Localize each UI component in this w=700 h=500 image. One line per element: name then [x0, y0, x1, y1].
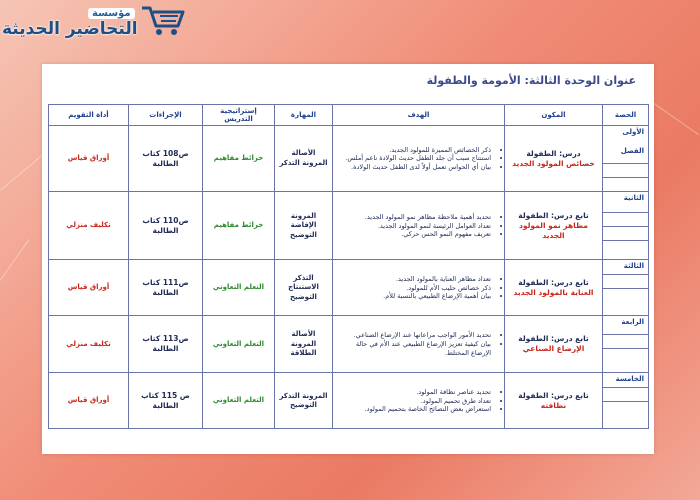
assessment-cell: تكليف منزلي [49, 316, 129, 373]
session-empty-cell [603, 288, 648, 302]
session-cell [603, 260, 649, 316]
header-assessment: أداة التقويم [49, 105, 129, 126]
header-skill: المهارة [275, 105, 333, 126]
brand-logo [0, 0, 190, 46]
skill-cell: الأصالة المرونة التذكر [275, 126, 333, 192]
component-main: درس: الطفولة [526, 148, 581, 158]
goal-item: • تحديد عناصر نظافة المولود. [336, 388, 491, 397]
session-label: الثالثة [623, 262, 644, 271]
assessment-cell: أوراق قياس [49, 260, 129, 316]
background-decor-line [0, 151, 47, 190]
logo-main-text: التحاضير الحديثة [2, 19, 138, 39]
component-cell [505, 316, 603, 373]
component-cell [505, 126, 603, 192]
table-row [49, 316, 649, 373]
goal-item: • استنتاج سبب أن جلد الطفل حديث الولادة ناعم أملس. [336, 154, 491, 163]
session-empty-cell [603, 226, 648, 240]
lesson-plan-table [48, 104, 649, 429]
component-main: تابع درس: الطفولة [518, 390, 589, 400]
session-empty-cell [603, 240, 648, 254]
goals-cell [333, 260, 505, 316]
table-row [49, 126, 649, 192]
logo-small-text: مؤسسة [88, 8, 135, 19]
procedure-cell: ص113 كتاب الطالبة [129, 316, 203, 373]
goal-item: • تعداد العوامل الرئيسة لنمو المولود الجديد. [336, 222, 491, 231]
session-label: الثانية [623, 194, 644, 203]
goal-item: • تعريف مفهوم النمو الحس حركي. [336, 230, 491, 239]
session-sub-label: الفصل [620, 147, 644, 156]
goal-item: • بيان أي الحواس تعمل أولاً لدى الطفل حديث الولادة. [336, 163, 491, 172]
session-empty-cell [603, 387, 648, 401]
session-label: الخامسة [615, 375, 644, 384]
component-cell [505, 192, 603, 260]
session-empty-cell [603, 334, 648, 348]
unit-title: عنوان الوحدة الثالثة: الأمومة والطفولة [426, 74, 636, 87]
goal-item: • ذكر خصائص حليب الأم للمولود. [336, 284, 491, 293]
strategy-cell: خرائط مفاهيم [203, 192, 275, 260]
table-row [49, 192, 649, 260]
skill-cell: المرونة الإفاضة التوضيح [275, 192, 333, 260]
skill-cell: التذكر الاستنتاج التوضيح [275, 260, 333, 316]
table-row [49, 373, 649, 429]
session-empty-cell [603, 177, 648, 191]
goals-cell [333, 373, 505, 429]
session-empty-cell [603, 212, 648, 226]
component-sub: العناية بالمولود الجديد [513, 287, 594, 297]
strategy-cell: التعلم التعاوني [203, 260, 275, 316]
goal-item: • تعداد طرق تحميم المولود. [336, 397, 491, 406]
component-main: تابع درس: الطفولة [518, 334, 589, 344]
goal-item: • استعراض بعض النصائح الخاصة بتحميم المولود. [336, 405, 491, 414]
session-cell [603, 373, 649, 429]
session-cell [603, 126, 649, 192]
component-sub: نظافته [540, 400, 567, 410]
strategy-cell: التعلم التعاوني [203, 373, 275, 429]
component-cell [505, 373, 603, 429]
skill-cell: المرونة التذكر التوضيح [275, 373, 333, 429]
procedure-cell: ص110 كتاب الطالبة [129, 192, 203, 260]
procedure-cell: ص108 كتاب الطالبة [129, 126, 203, 192]
component-sub: خصائص المولود الجديد [512, 158, 595, 168]
table-row [49, 260, 649, 316]
background-decor-line [649, 100, 699, 135]
goal-item: • بيان أهمية الإرضاع الطبيعي بالنسبة للأم. [336, 292, 491, 301]
goals-cell [333, 126, 505, 192]
session-empty-cell [603, 348, 648, 362]
goal-item: • ذكر الخصائص المميزة للمولود الجديد. [336, 146, 491, 155]
lesson-plan-sheet [42, 64, 654, 454]
component-main: تابع درس: الطفولة [518, 277, 589, 287]
component-sub: الإرضاع الصناعي [522, 344, 585, 354]
session-empty-cell [603, 401, 648, 415]
table-header-row [49, 105, 649, 126]
background-decor-line [0, 239, 29, 281]
session-empty-cell [603, 163, 648, 177]
procedure-cell: ص111 كتاب الطالبة [129, 260, 203, 316]
strategy-cell: خرائط مفاهيم [203, 126, 275, 192]
component-cell [505, 260, 603, 316]
assessment-cell: أوراق قياس [49, 373, 129, 429]
component-sub: مظاهر نمو المولود الجديد [519, 220, 588, 240]
header-procedures: الإجراءات [129, 105, 203, 126]
goal-item: • تحديد أهمية ملاحظة مظاهر نمو المولود الجديد. [336, 213, 491, 222]
goals-cell [333, 316, 505, 373]
assessment-cell: تكليف منزلي [49, 192, 129, 260]
session-cell [603, 192, 649, 260]
header-strategy: إستراتيجية التدريس [203, 105, 275, 126]
goal-item: • تعداد مظاهر العناية بالمولود الجديد. [336, 275, 491, 284]
header-goal: الهدف [333, 105, 505, 126]
skill-cell: الأصالة المرونة الطلاقة [275, 316, 333, 373]
shopping-cart-icon [140, 2, 186, 38]
goal-item: • تحديد الأمور الواجب مراعاتها عند الإرضاع الصناعي. [336, 331, 491, 340]
session-cell [603, 316, 649, 373]
session-empty-cell [603, 274, 648, 288]
assessment-cell: أوراق قياس [49, 126, 129, 192]
goals-cell [333, 192, 505, 260]
component-main: تابع درس: الطفولة [518, 210, 589, 220]
procedure-cell: ص 115 كتاب الطالبة [129, 373, 203, 429]
strategy-cell: التعلم التعاوني [203, 316, 275, 373]
session-label: الرابعة [621, 318, 644, 327]
header-session: الحصة [603, 105, 649, 126]
goal-item: • بيان كيفية تعزيز الإرضاع الطبيعي عند الأم في حالة الإرضاع المختلط. [336, 340, 491, 358]
session-label: الأولى [622, 128, 644, 136]
header-component: المكون [505, 105, 603, 126]
